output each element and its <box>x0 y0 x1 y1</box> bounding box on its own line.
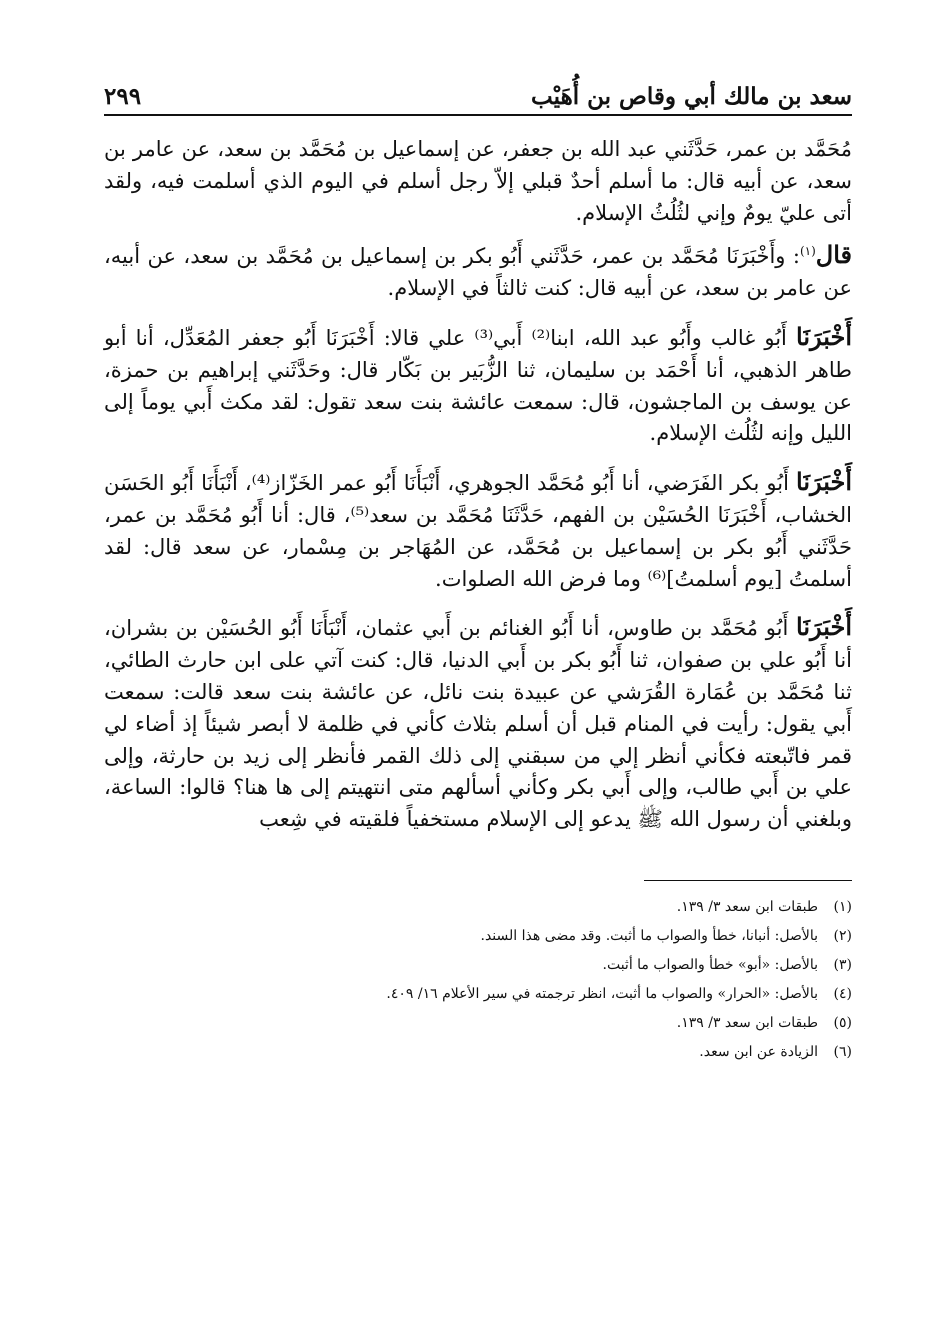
paragraph-1 <box>104 134 852 229</box>
paragraph-lead: أَخْبَرَنَا <box>796 321 852 351</box>
paragraph-2 <box>104 239 852 305</box>
paragraph-3 <box>104 321 852 450</box>
footnote <box>104 1009 852 1038</box>
paragraph-lead: أَخْبَرَنَا <box>796 467 852 497</box>
page-number: ٢٩٩ <box>104 83 142 110</box>
footnote-text: بالأصل: «الحرار» والصواب ما أثبت، انظر ترجمته في سير الأعلام ١٦/ ٤٠٩. <box>386 985 818 1002</box>
footnote-text: بالأصل: أنبانا، خطأ والصواب ما أثبت. وقد مضى هذا السند. <box>480 927 818 944</box>
footnote <box>104 951 852 980</box>
page-header <box>104 70 852 116</box>
footnote-number: (١) <box>833 898 852 915</box>
footnote <box>104 893 852 922</box>
paragraph-5 <box>104 611 852 836</box>
paragraph-text: أَبُو غالب وأَبُو عبد الله، ابنا⁽²⁾ أَبي⁽³⁾ علي قالا: أَخْبَرَنَا أَبُو جعفر المُعَدِّل، أنا أبو طاهر الذهبي، أنا أَحْمَد بن سليمان، ثنا الزُّبَير بن بَكّار قال: وحَدَّثَني إبراهيم بن حمزة، عن يوسف بن الماجشون، قال: سمعت عائشة بنت سعد تقول: لقد مكث أَبي يوماً إلى الليل وإنه لثُلُث الإسلام. <box>104 325 852 446</box>
footnote-number: (٣) <box>833 956 852 973</box>
footnote-number: (٦) <box>833 1043 852 1060</box>
body-text <box>104 134 852 836</box>
paragraph-text: أَبُو مُحَمَّد بن طاوس، أنا أَبُو الغنائم بن أَبي عثمان، أَنْبَأَنَا أَبُو الحُسَيْن بن بشران، أنا أَبُو علي بن صفوان، ثنا أَبُو بكر بن أَبي الدنيا، قال: كنت آتي على ابن حارث الطائي، ثنا مُحَمَّد بن عُمَارة القُرَشي عن عبيدة بنت نائل، عن عائشة بنت سعد قالت: سمعت أَبي يقول: رأيت في المنام قبل أن أسلم بثلاث كأني في ظلمة لا أبصر شيئاً إذ أضاء لي قمر فاتّبعته فكأني أنظر إلي من سبقني إلى ذلك القمر فأنظر إلى زيد بن حارثة، وإلى علي بن أَبي طالب، وإلى أَبي بكر وكأني أسألهم متى انتهيتم إلى ها هنا؟ قالوا: الساعة، وبلغني أن رسول الله ﷺ يدعو إلى الإسلام مستخفياً فلقيته في شِعب <box>104 616 852 832</box>
paragraph-text: أَبُو بكر الفَرَضي، أنا أَبُو مُحَمَّد الجوهري، أَنْبَأَنَا أَبُو عمر الخَزّاز⁽⁴⁾، أَنْبَأَنَا أَبُو الحَسَن الخشاب، أَخْبَرَنَا الحُسَيْن بن الفهم، حَدَّثَنَا مُحَمَّد بن سعد⁽⁵⁾، قال: أنا أَبُو مُحَمَّد بن عمر، حَدَّثَني أَبُو بكر بن إسماعيل بن مُحَمَّد، عن المُهَاجر بن مِسْمار، عن سعد قال: لقد أسلمتُ [يوم أسلمتُ]⁽⁶⁾ وما فرض الله الصلوات. <box>104 471 853 591</box>
paragraph-lead: أَخْبَرَنَا <box>796 612 852 642</box>
paragraph-4 <box>104 466 852 595</box>
footnote <box>104 980 852 1009</box>
footnote <box>104 1038 852 1067</box>
footnote-text: طبقات ابن سعد ٣/ ١٣٩. <box>676 1014 818 1031</box>
footnotes <box>104 893 852 1067</box>
running-title: سعد بن مالك أبي وقاص بن أُهَيْب <box>531 83 852 110</box>
footnote-text: طبقات ابن سعد ٣/ ١٣٩. <box>676 898 818 915</box>
footnote-divider <box>644 880 852 881</box>
footnote-text: الزيادة عن ابن سعد. <box>699 1043 818 1060</box>
footnote <box>104 922 852 951</box>
paragraph-lead: قال <box>815 240 852 270</box>
book-page <box>104 70 852 1300</box>
footnote-number: (٤) <box>833 985 852 1002</box>
footnote-number: (٢) <box>833 927 852 944</box>
paragraph-text: : وأَخْبَرَنَا مُحَمَّد بن عمر، حَدَّثَني أَبُو بكر بن إسماعيل بن مُحَمَّد بن سعد، عن أبيه، عن عامر بن سعد، عن أبيه قال: كنت ثالثاً في الإسلام. <box>104 244 852 301</box>
paragraph-text: مُحَمَّد بن عمر، حَدَّثَني عبد الله بن جعفر، عن إسماعيل بن مُحَمَّد بن سعد، عن عامر بن سعد، عن أبيه قال: ما أسلم أحدٌ قبلي إلاّ رجل أسلم في اليوم الذي أسلمت فيه، ولقد أتى عليّ يومٌ وإني لثُلُثُ الإسلام. <box>104 137 852 225</box>
footnote-number: (٥) <box>833 1014 852 1031</box>
footnote-text: بالأصل: «أبو» خطأ والصواب ما أثبت. <box>602 956 818 973</box>
footnote-ref: (١) <box>799 244 816 259</box>
